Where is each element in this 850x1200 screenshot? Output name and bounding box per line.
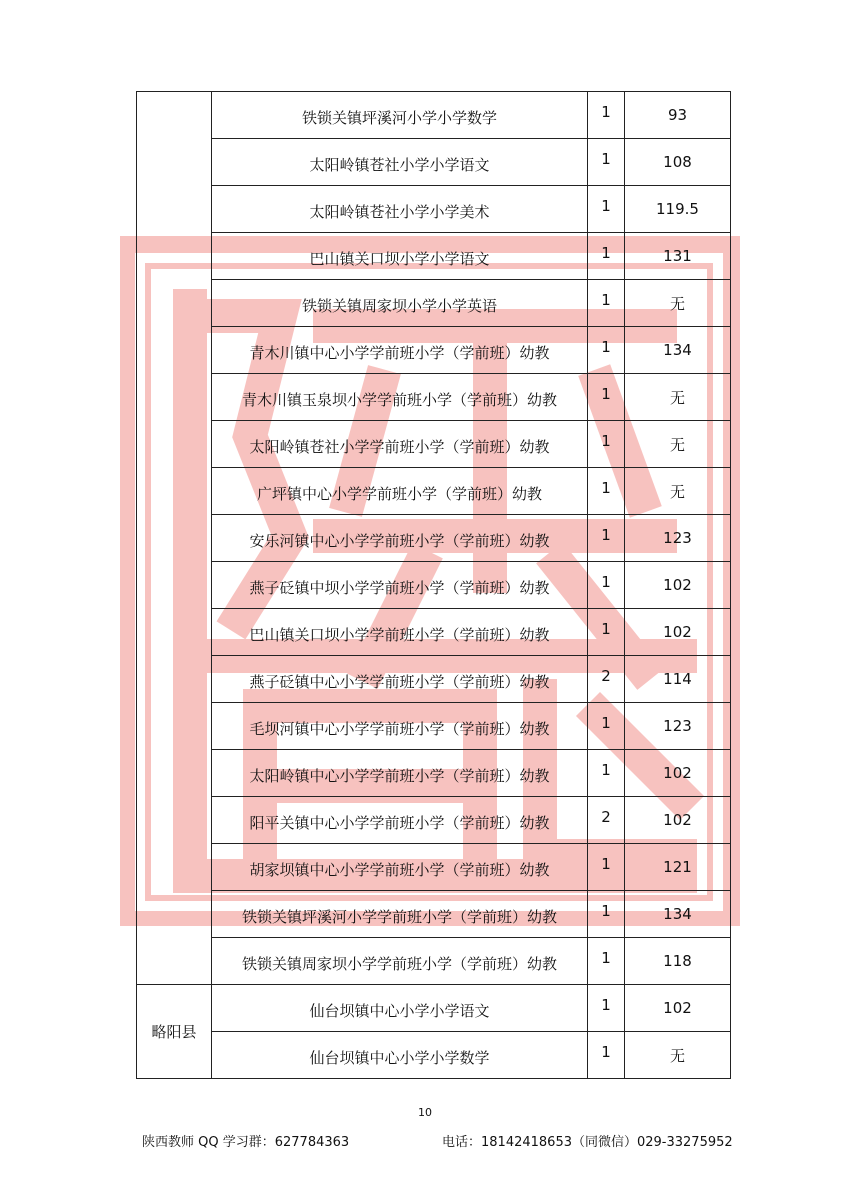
table-row [137, 703, 731, 750]
footer-phone: 电话：18142418653（同微信）029-33275952 [442, 1135, 733, 1150]
score-cell: 134 [625, 891, 731, 938]
count-cell: 1 [588, 703, 625, 750]
table-row [137, 562, 731, 609]
score-cell: 118 [625, 938, 731, 985]
count-cell: 1 [588, 233, 625, 280]
score-cell: 无 [625, 374, 731, 421]
count-cell: 1 [588, 562, 625, 609]
score-cell: 93 [625, 92, 731, 139]
position-cell: 毛坝河镇中心小学学前班小学（学前班）幼教 [212, 703, 588, 750]
count-cell: 1 [588, 609, 625, 656]
table-row [137, 186, 731, 233]
count-cell: 1 [588, 186, 625, 233]
table-row [137, 750, 731, 797]
score-cell: 无 [625, 1032, 731, 1079]
table-body [137, 92, 731, 1079]
table-row [137, 515, 731, 562]
table-row [137, 609, 731, 656]
position-cell: 巴山镇关口坝小学学前班小学（学前班）幼教 [212, 609, 588, 656]
count-cell: 2 [588, 656, 625, 703]
score-cell: 131 [625, 233, 731, 280]
table-row [137, 797, 731, 844]
position-cell: 广坪镇中心小学学前班小学（学前班）幼教 [212, 468, 588, 515]
position-cell: 燕子砭镇中坝小学学前班小学（学前班）幼教 [212, 562, 588, 609]
table-row [137, 139, 731, 186]
table-row [137, 421, 731, 468]
score-cell: 102 [625, 797, 731, 844]
position-cell: 青木川镇中心小学学前班小学（学前班）幼教 [212, 327, 588, 374]
position-cell: 青木川镇玉泉坝小学学前班小学（学前班）幼教 [212, 374, 588, 421]
table-row [137, 985, 731, 1032]
position-cell: 胡家坝镇中心小学学前班小学（学前班）幼教 [212, 844, 588, 891]
count-cell: 1 [588, 92, 625, 139]
position-cell: 铁锁关镇坪溪河小学小学数学 [212, 92, 588, 139]
position-table [136, 91, 731, 1079]
page-number: 10 [418, 1106, 432, 1119]
table-row [137, 468, 731, 515]
score-cell: 102 [625, 562, 731, 609]
count-cell: 1 [588, 421, 625, 468]
score-cell: 134 [625, 327, 731, 374]
score-cell: 108 [625, 139, 731, 186]
position-cell: 铁锁关镇坪溪河小学学前班小学（学前班）幼教 [212, 891, 588, 938]
position-cell: 燕子砭镇中心小学学前班小学（学前班）幼教 [212, 656, 588, 703]
count-cell: 1 [588, 844, 625, 891]
table-row [137, 327, 731, 374]
table-row [137, 656, 731, 703]
count-cell: 1 [588, 985, 625, 1032]
position-cell: 太阳岭镇苍社小学小学美术 [212, 186, 588, 233]
score-cell: 123 [625, 515, 731, 562]
position-cell: 仙台坝镇中心小学小学语文 [212, 985, 588, 1032]
score-cell: 无 [625, 468, 731, 515]
count-cell: 1 [588, 327, 625, 374]
score-cell: 114 [625, 656, 731, 703]
score-cell: 102 [625, 750, 731, 797]
position-cell: 仙台坝镇中心小学小学数学 [212, 1032, 588, 1079]
count-cell: 1 [588, 891, 625, 938]
position-cell: 安乐河镇中心小学学前班小学（学前班）幼教 [212, 515, 588, 562]
table-row [137, 938, 731, 985]
score-cell: 119.5 [625, 186, 731, 233]
position-cell: 太阳岭镇苍社小学学前班小学（学前班）幼教 [212, 421, 588, 468]
footer-qq-group: 陕西教师 QQ 学习群：627784363 [142, 1135, 350, 1150]
score-cell: 无 [625, 421, 731, 468]
count-cell: 1 [588, 1032, 625, 1079]
count-cell: 1 [588, 280, 625, 327]
table-row [137, 92, 731, 139]
position-cell: 阳平关镇中心小学学前班小学（学前班）幼教 [212, 797, 588, 844]
count-cell: 1 [588, 750, 625, 797]
position-cell: 巴山镇关口坝小学小学语文 [212, 233, 588, 280]
score-cell: 102 [625, 985, 731, 1032]
county-cell: 略阳县 [137, 985, 212, 1079]
score-cell: 121 [625, 844, 731, 891]
score-cell: 102 [625, 609, 731, 656]
count-cell: 1 [588, 515, 625, 562]
table-row [137, 844, 731, 891]
count-cell: 1 [588, 468, 625, 515]
position-cell: 铁锁关镇周家坝小学小学英语 [212, 280, 588, 327]
count-cell: 1 [588, 374, 625, 421]
table-row [137, 280, 731, 327]
position-cell: 太阳岭镇苍社小学小学语文 [212, 139, 588, 186]
county-cell [137, 92, 212, 985]
count-cell: 1 [588, 938, 625, 985]
position-cell: 太阳岭镇中心小学学前班小学（学前班）幼教 [212, 750, 588, 797]
table-row [137, 1032, 731, 1079]
score-cell: 无 [625, 280, 731, 327]
table-row [137, 891, 731, 938]
table-row [137, 374, 731, 421]
count-cell: 1 [588, 139, 625, 186]
score-cell: 123 [625, 703, 731, 750]
count-cell: 2 [588, 797, 625, 844]
position-cell: 铁锁关镇周家坝小学学前班小学（学前班）幼教 [212, 938, 588, 985]
table-row [137, 233, 731, 280]
